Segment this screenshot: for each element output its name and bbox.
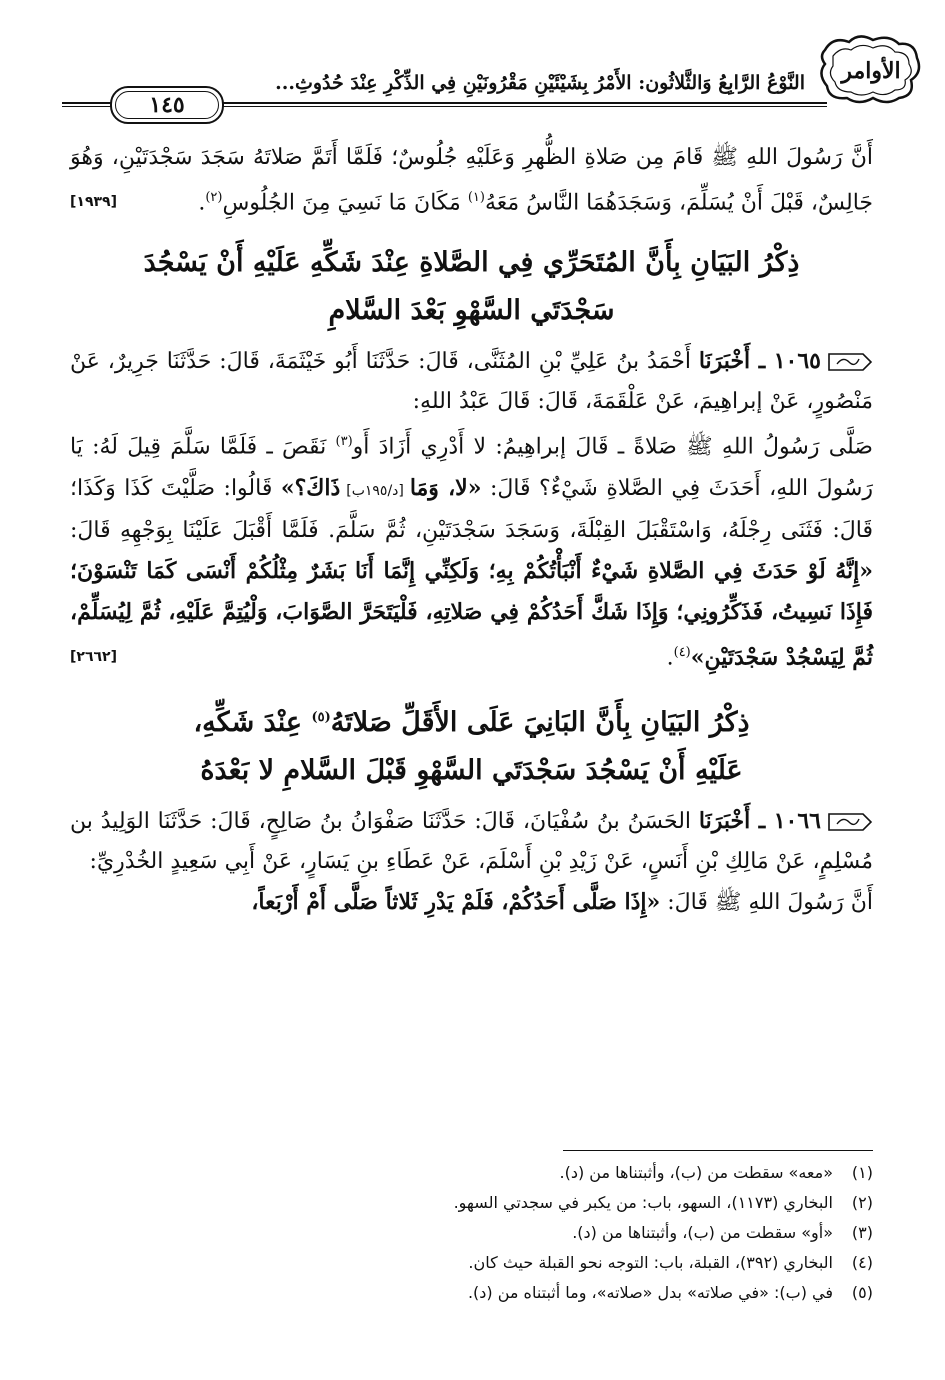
hadith-1065-matn-b: نَقَصَ ـ فَلَمَّا سَلَّمَ قِيلَ لَهُ: يَا رَسُولَ اللهِ، أَحَدَثَ فِي الصَّلاةِ شَيْءٌ؟ قَالَ: xyxy=(70,434,874,501)
manuscript-folio-mark: [د/١٩٥ب] xyxy=(340,482,410,499)
hadith-1066-speech: «إِذَا صَلَّى أَحَدُكُمْ، فَلَمْ يَدْرِ ثَلاثاً صَلَّى أَمْ أَرْبَعاً، xyxy=(251,888,661,915)
hadith-1066-chain: الحَسَنُ بنُ سُفْيَانَ، قَالَ: حَدَّثَنَا صَفْوَانُ بنُ صَالِحٍ، قَالَ: حَدَّثَنَا الوَلِيدُ بن مُسْلِمٍ، عَنْ مَالِكِ بْنِ أَنَسٍ، عَنْ زَيْدِ بْنِ أَسْلَمَ، عَنْ عَطَاءِ بنِ يَسَارٍ، عَنْ أَبِي سَعِيدٍ الخُدْرِيِّ: xyxy=(70,808,873,874)
hadith-1066-matn xyxy=(70,882,873,923)
chapter-heading-1 xyxy=(70,239,873,335)
footnote-3-number: (٣) xyxy=(851,1223,873,1242)
footnote-2-text: البخاري (١١٧٣)، السهو، باب: من يكبر في سجدتي السهو. xyxy=(453,1193,833,1212)
footnote-ref-2[interactable]: (٢) xyxy=(205,190,223,205)
hadith-marker-icon xyxy=(827,810,873,834)
intro-paragraph xyxy=(70,138,873,223)
chapter-2-line-1-a: ذِكْرُ البَيَانِ بِأَنَّ البَانِيَ عَلَى الأَقَلِّ صَلاتَهُ xyxy=(330,706,750,738)
footnote-ref-5[interactable]: (٥) xyxy=(311,709,331,725)
page-header xyxy=(62,30,923,122)
chapter-heading-2 xyxy=(70,694,873,795)
main-text xyxy=(70,138,873,923)
hadith-1065-chain: أَحْمَدُ بنُ عَلِيِّ بْنِ المُثَنَّى، قَالَ: حَدَّثَنَا أَبُو خَيْثَمَةَ، قَالَ: حَدَّثَنَا جَرِيرٌ، عَنْ مَنْصُورٍ، عَنْ إبراهِيمَ، عَنْ عَلْقَمَةَ، قَالَ: قَالَ عَبْدُ اللهِ: xyxy=(70,349,873,415)
footnote-4-number: (٤) xyxy=(851,1253,873,1272)
footnote-divider xyxy=(563,1150,873,1151)
footnote-3-text: «أو» سقطت من (ب)، وأثبتناها من (د). xyxy=(572,1223,833,1242)
hadith-1065-end: . xyxy=(666,644,674,670)
footnote-5-number: (٥) xyxy=(851,1283,873,1302)
hadith-1065-speech-1b: ذَاكَ؟» xyxy=(280,474,341,501)
footnote-1-number: (١) xyxy=(851,1163,873,1182)
intro-text: أَنَّ رَسُولَ اللهِ ﷺ قَامَ مِن صَلاةِ الظُّهرِ وَعَلَيْهِ جُلُوسٌ؛ فَلَمَّا أَتَمَّ صَلاتَهُ سَجَدَ سَجْدَتَيْنِ، وَهُوَ جَالِسٌ، قَبْلَ أَنْ يُسَلِّمَ، وَسَجَدَهُمَا النَّاسُ مَعَهُ xyxy=(70,145,873,216)
chapter-2-line-1-b: عِنْدَ شَكِّهِ، xyxy=(193,706,312,738)
footnote-2-number: (٢) xyxy=(851,1193,873,1212)
intro-end: . xyxy=(198,190,206,216)
footnote-3 xyxy=(100,1218,873,1248)
book-logo-icon xyxy=(815,30,923,108)
hadith-1066-number: ١٠٦٦ ـ أَخْبَرَنَا xyxy=(698,807,821,834)
footnote-ref-1[interactable]: (١) xyxy=(467,190,485,205)
hadith-1065-matn-a: صَلَّى رَسُولُ اللهِ ﷺ صَلاةً ـ قَالَ إبراهِيمُ: لا أَدْرِي أَزَادَ أَو xyxy=(352,434,873,460)
intro-text-b: مَكَانَ مَا نَسِيَ مِنَ الجُلُوسِ xyxy=(222,190,468,216)
chapter-2-line-1 xyxy=(70,694,873,747)
hadith-1065-number: ١٠٦٥ ـ أَخْبَرَنَا xyxy=(698,348,821,375)
chapter-2-line-2: عَلَيْهِ أَنْ يَسْجُدَ سَجْدَتَي السَّهْوِ قَبْلَ السَّلامِ لا بَعْدَهُ xyxy=(200,754,743,786)
footnote-2 xyxy=(100,1188,873,1218)
hadith-1065-isnad xyxy=(70,341,873,422)
page-number: ١٤٥ xyxy=(110,86,224,124)
hadith-1065-speech-2: «إِنَّهُ لَوْ حَدَثَ فِي الصَّلاةِ شَيْءٌ أَنْبَأْتُكُمْ بِهِ؛ وَلَكِنِّي إِنَّمَا أَنَا بَشَرٌ مِثْلُكُمْ أَنْسَى كَمَا تَنْسَوْنَ؛ فَإِذَا نَسِيتُ، فَذَكِّرُونِي؛ وَإِذَا شَكَّ أَحَدُكُمْ فِي صَلاتِهِ، فَلْيَتَحَرَّ الصَّوَابَ، وَلْيُتِمَّ عَلَيْهِ، ثُمَّ لِيُسَلِّمْ، ثُمَّ لِيَسْجُدْ سَجْدَتَيْنِ» xyxy=(70,557,873,670)
footnote-ref-4[interactable]: (٤) xyxy=(673,644,691,660)
running-title: النَّوْعُ الرَّابِعُ وَالثَّلاثُون: الأَمْرُ بِشَيْئَيْنِ مَقْرُونَيْنِ فِي الذِّكْرِ عِنْدَ حُدُوثِ... xyxy=(275,72,805,94)
footnote-5 xyxy=(100,1278,873,1308)
hadith-1065-matn xyxy=(70,422,873,678)
footnote-4-text: البخاري (٣٩٢)، القبلة، باب: التوجه نحو القبلة حيث كان. xyxy=(468,1253,833,1272)
footnote-5-text: في (ب): «في صلاته» بدل «صلاته»، وما أثبتناه من (د). xyxy=(467,1283,833,1302)
footnote-1-text: «معه» سقطت من (ب)، وأثبتناها من (د). xyxy=(559,1163,833,1182)
hadith-marker-icon xyxy=(827,350,873,374)
footnote-4 xyxy=(100,1248,873,1278)
hadith-1065-matn-c: قَالُوا: صَلَّيْتَ كَذَا وَكَذَا؛ قَالَ: فَثَنَى رِجْلَهُ، وَاسْتَقْبَلَ القِبْلَةَ، وَسَجَدَ سَجْدَتَيْنِ، ثُمَّ سَلَّمَ. فَلَمَّا أَقْبَلَ عَلَيْنَا بِوَجْهِهِ قَالَ: xyxy=(70,475,873,543)
hadith-ref-1939: [١٩٣٩] xyxy=(70,194,117,210)
chapter-1-line-1: ذِكْرُ البَيَانِ بِأَنَّ المُتَحَرِّي فِي الصَّلاةِ عِنْدَ شَكِّهِ عَلَيْهِ أَنْ يَسْجُدَ xyxy=(143,247,800,279)
hadith-1066-isnad xyxy=(70,801,873,882)
footnotes xyxy=(100,1158,873,1308)
hadith-1065-speech-1: «لا، وَمَا xyxy=(409,474,482,501)
hadith-1066-matn-a: أَنَّ رَسُولَ اللهِ ﷺ قَالَ: xyxy=(660,889,873,915)
footnote-1 xyxy=(100,1158,873,1188)
chapter-1-line-2: سَجْدَتَي السَّهْوِ بَعْدَ السَّلامِ xyxy=(328,295,615,327)
hadith-ref-2662: [٢٦٦٢] xyxy=(70,648,117,665)
footnote-ref-3[interactable]: (٣) xyxy=(335,434,353,450)
svg-text:الأوامر: الأوامر xyxy=(841,58,901,84)
